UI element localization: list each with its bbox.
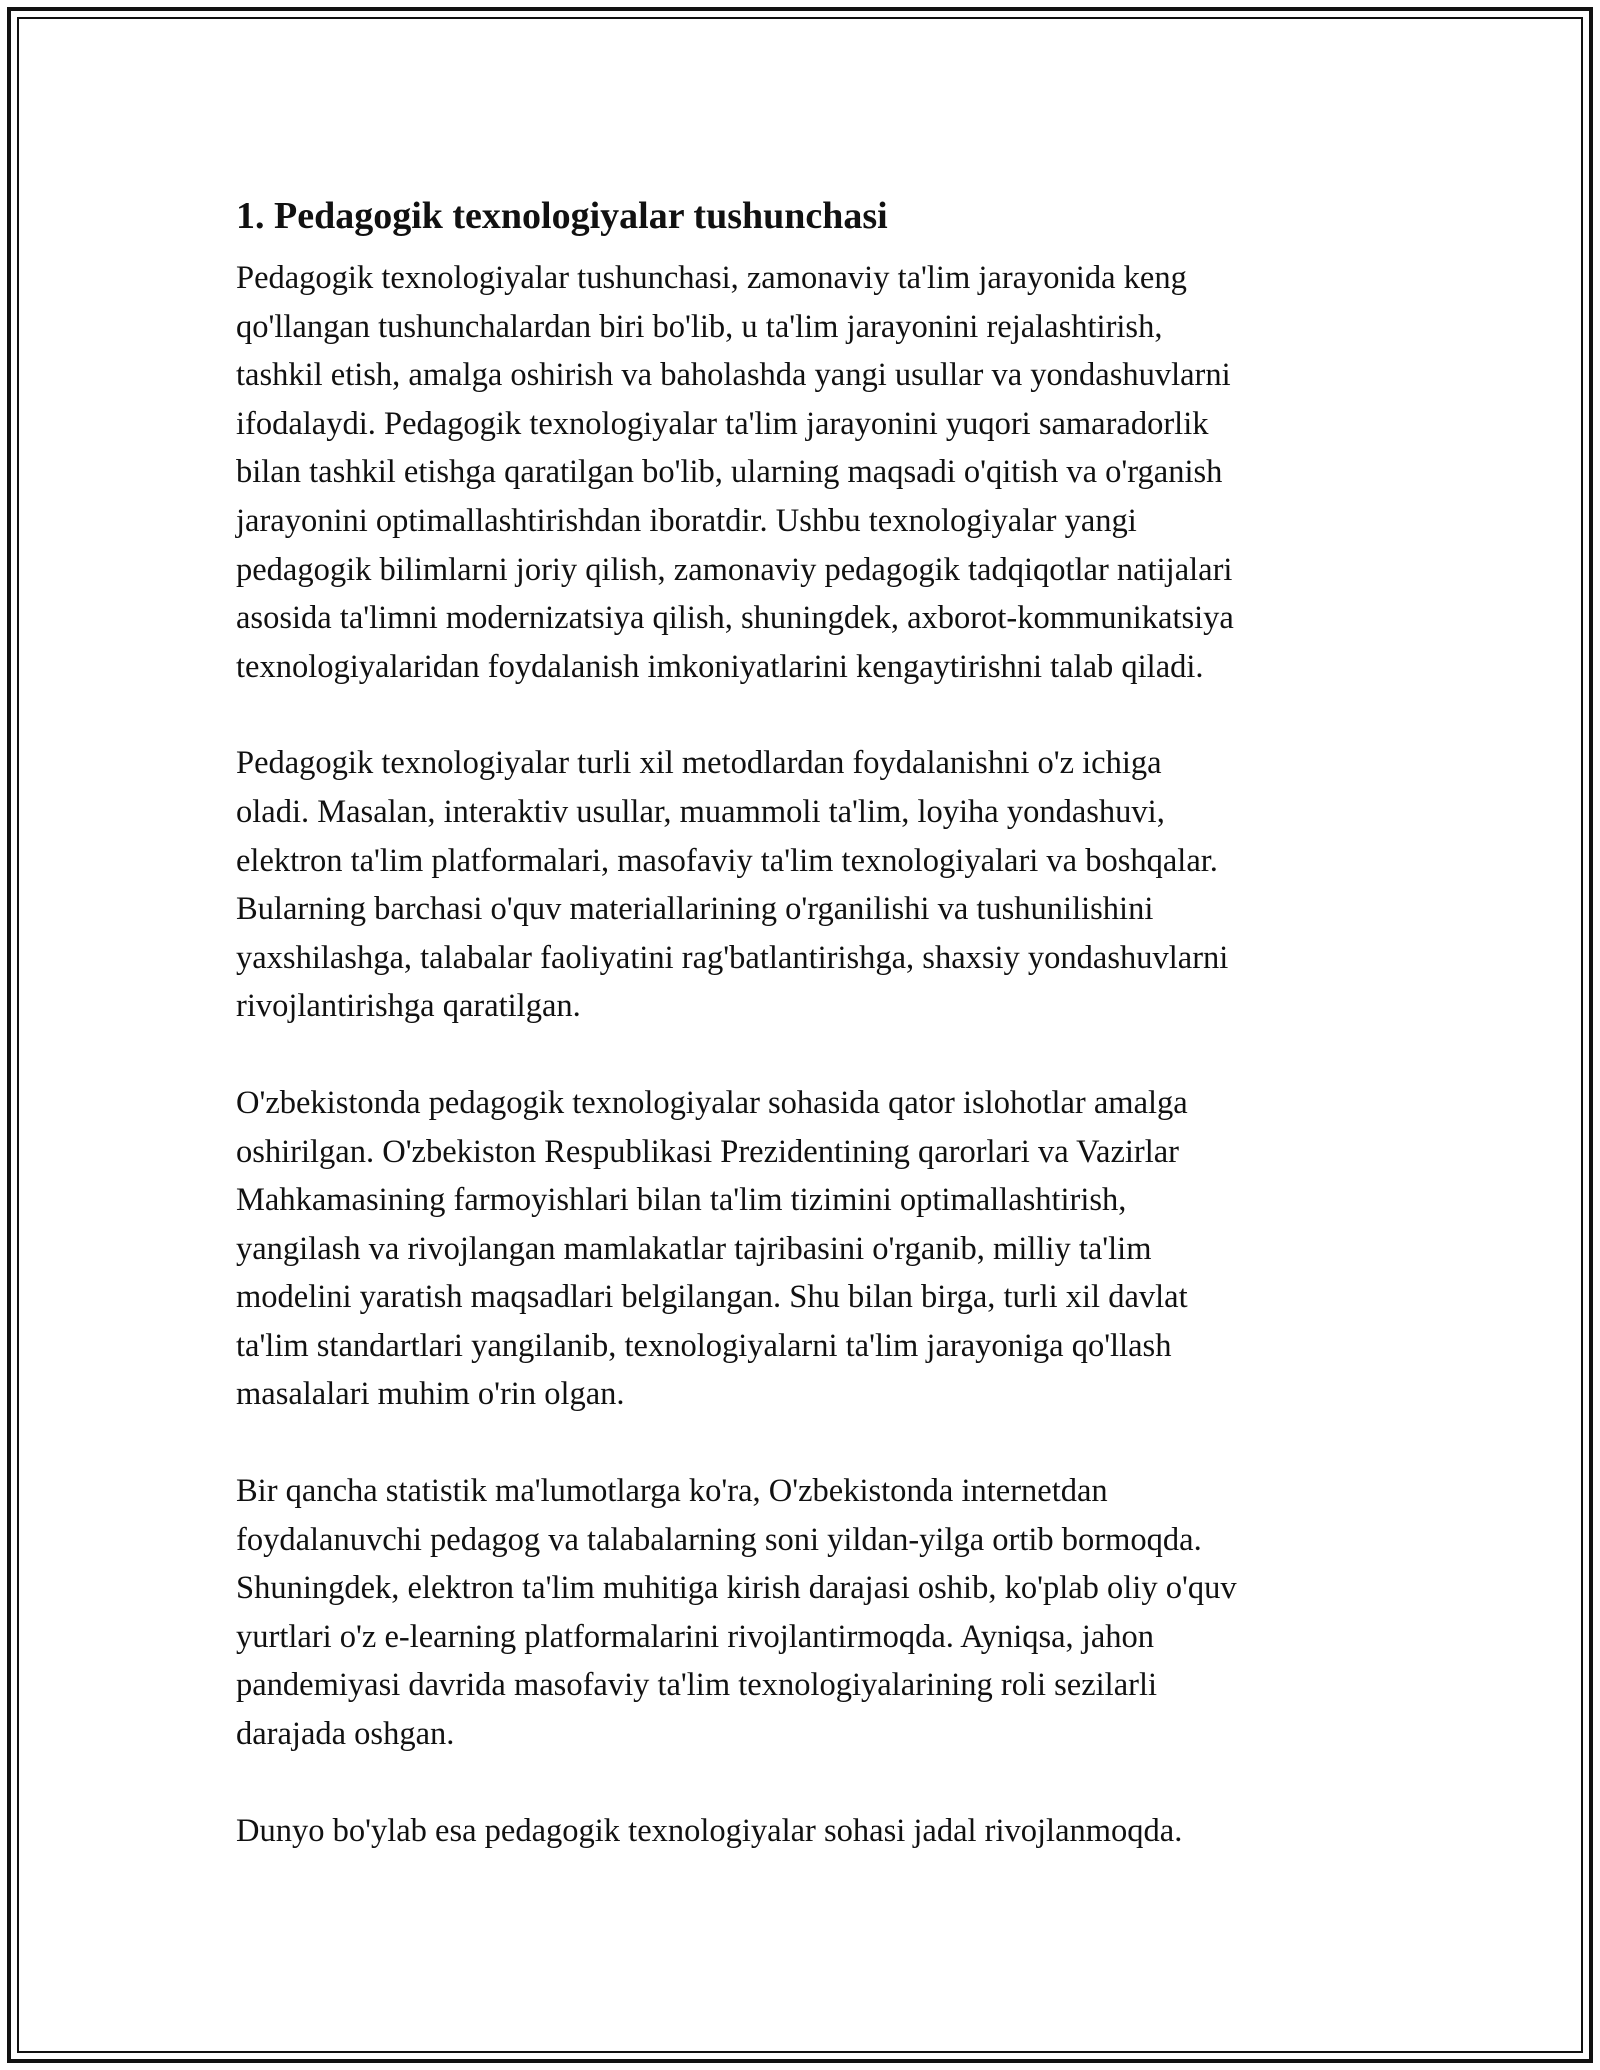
text-line: foydalanuvchi pedagog va talabalarning soni yildan-yilga ortib bormoqda. — [236, 1521, 1202, 1558]
text-line: yurtlari o'z e-learning platformalarini rivojlantirmoqda. Ayniqsa, jahon — [236, 1618, 1155, 1655]
text-line: elektron ta'lim platformalari, masofaviy ta'lim texnologiyalari va boshqalar. — [236, 842, 1218, 879]
paragraph-spacer — [236, 691, 1386, 739]
text-line: darajada oshgan. — [236, 1716, 455, 1753]
paragraph-spacer — [236, 1031, 1386, 1079]
paragraph-3 — [236, 1079, 1386, 1419]
text-line: bilan tashkil etishga qaratilgan bo'lib, ularning maqsadi o'qitish va o'rganish — [236, 454, 1223, 491]
text-line: Shuningdek, elektron ta'lim muhitiga kirish darajasi oshib, ko'plab oliy o'quv — [236, 1570, 1237, 1607]
text-line: Mahkamasining farmoyishlari bilan ta'lim tizimini optimallashtirish, — [236, 1182, 1127, 1219]
text-line: ifodalaydi. Pedagogik texnologiyalar ta'lim jarayonini yuqori samaradorlik — [236, 405, 1209, 442]
text-line: Bularning barchasi o'quv materiallarining o'rganilishi va tushunilishini — [236, 891, 1154, 928]
paragraph-spacer — [236, 1759, 1386, 1807]
text-line: asosida ta'limni modernizatsiya qilish, shuningdek, axborot-kommunikatsiya — [236, 600, 1234, 637]
paragraph-5 — [236, 1807, 1386, 1856]
text-line: jarayonini optimallashtirishdan iboratdir. Ushbu texnologiyalar yangi — [236, 502, 1137, 539]
document-page — [236, 184, 1386, 1855]
text-line: texnologiyalaridan foydalanish imkoniyatlarini kengaytirishni talab qiladi. — [236, 648, 1204, 685]
text-line: ta'lim standartlari yangilanib, texnologiyalarni ta'lim jarayoniga qo'llash — [236, 1327, 1172, 1364]
text-line: pedagogik bilimlarni joriy qilish, zamonaviy pedagogik tadqiqotlar natijalari — [236, 551, 1233, 588]
paragraph-spacer — [236, 1419, 1386, 1467]
text-line: yaxshilashga, talabalar faoliyatini rag'batlantirishga, shaxsiy yondashuvlarni — [236, 939, 1229, 976]
text-line: masalalari muhim o'rin olgan. — [236, 1376, 625, 1413]
paragraph-2 — [236, 739, 1386, 1031]
text-line: yangilash va rivojlangan mamlakatlar tajribasini o'rganib, milliy ta'lim — [236, 1230, 1152, 1267]
text-line: oshirilgan. O'zbekiston Respublikasi Prezidentining qarorlari va Vazirlar — [236, 1133, 1180, 1170]
text-line: Pedagogik texnologiyalar tushunchasi, zamonaviy ta'lim jarayonida keng — [236, 260, 1187, 296]
text-line: tashkil etish, amalga oshirish va baholashda yangi usullar va yondashuvlarni — [236, 357, 1231, 394]
text-line: Pedagogik texnologiyalar turli xil metodlardan foydalanishni o'z ichiga — [236, 745, 1162, 782]
text-line: Bir qancha statistik ma'lumotlarga ko'ra, O'zbekistonda internetdan — [236, 1473, 1108, 1510]
paragraph-1 — [236, 254, 1386, 691]
text-line: O'zbekistonda pedagogik texnologiyalar sohasida qator islohotlar amalga — [236, 1084, 1188, 1121]
text-line: modelini yaratish maqsadlari belgilangan. Shu bilan birga, turli xil davlat — [236, 1279, 1188, 1316]
text-line: pandemiyasi davrida masofaviy ta'lim texnologiyalarining roli sezilarli — [236, 1667, 1158, 1704]
text-line: Dunyo bo'ylab esa pedagogik texnologiyalar sohasi jadal rivojlanmoqda. — [236, 1812, 1183, 1849]
text-line: oladi. Masalan, interaktiv usullar, muammoli ta'lim, loyiha yondashuvi, — [236, 793, 1165, 830]
paragraph-4 — [236, 1467, 1386, 1759]
section-heading: 1. Pedagogik texnologiyalar tushunchasi — [236, 195, 888, 237]
text-line: qo'llangan tushunchalardan biri bo'lib, u ta'lim jarayonini rejalashtirish, — [236, 308, 1163, 345]
text-line: rivojlantirishga qaratilgan. — [236, 988, 581, 1025]
